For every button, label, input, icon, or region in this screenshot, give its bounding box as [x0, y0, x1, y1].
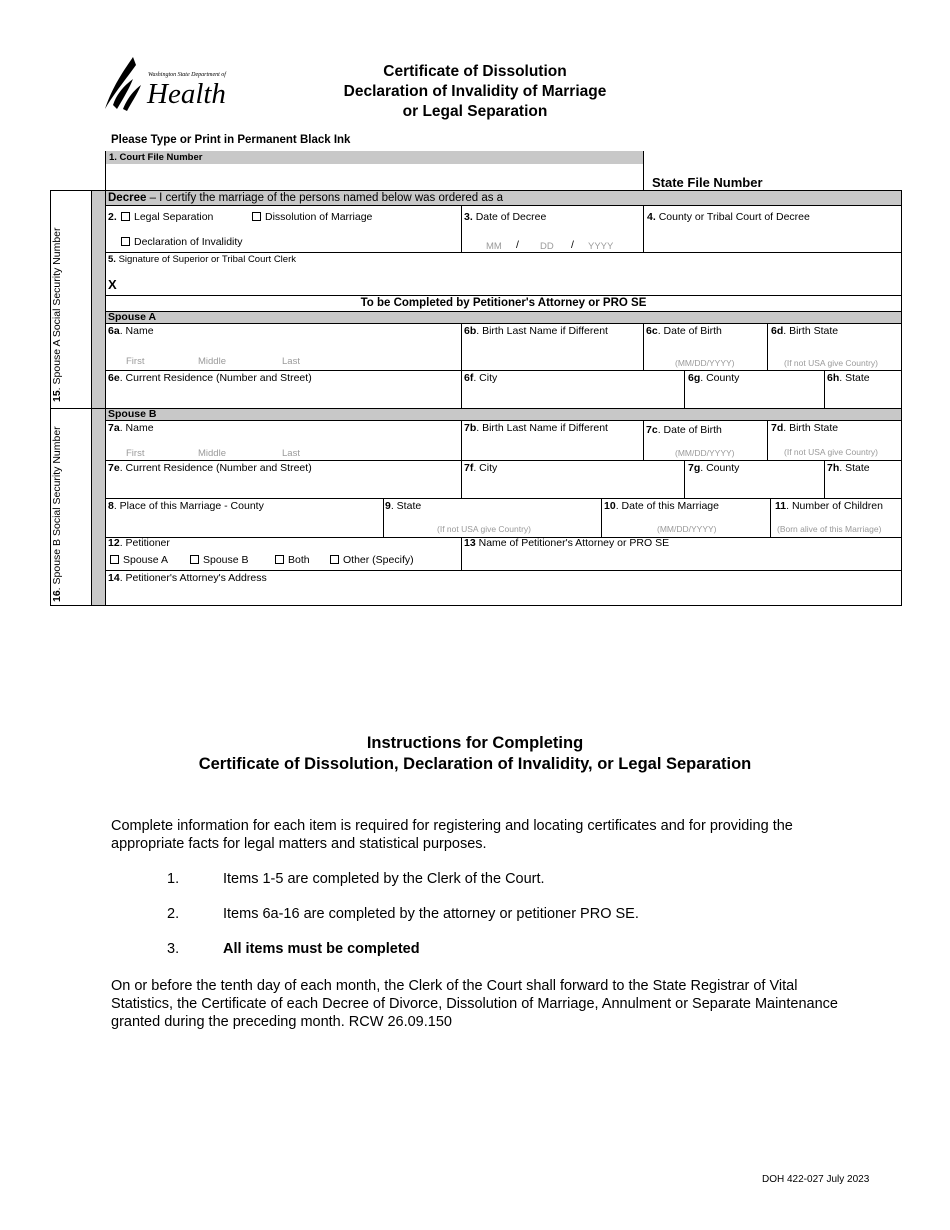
- spouse-b-county-label: 7g. County: [688, 462, 740, 474]
- spouse-a-birth-last-name-input[interactable]: [462, 338, 643, 369]
- date-dd-placeholder: DD: [540, 241, 554, 252]
- spouse-b-dob-label: 7c. Date of Birth: [646, 424, 722, 436]
- spouse-b-city-label: 7f. City: [464, 462, 498, 474]
- date-slash-1: /: [516, 239, 519, 251]
- spouse-a-dob-label: 6c. Date of Birth: [646, 325, 722, 337]
- spouse-a-city-input[interactable]: [462, 384, 684, 408]
- spouse-b-birth-state-label: 7d. Birth State: [771, 422, 839, 434]
- title-line-2: Declaration of Invalidity of Marriage: [343, 83, 607, 100]
- spouse-b-residence-label: 7e. Current Residence (Number and Street): [108, 462, 312, 474]
- spouse-a-birth-state-placeholder: (If not USA give Country): [784, 358, 879, 368]
- marriage-county-input[interactable]: [106, 512, 383, 536]
- legal-separation-checkbox[interactable]: [121, 212, 130, 221]
- date-mm-placeholder: MM: [486, 241, 502, 252]
- petitioner-banner: To be Completed by Petitioner's Attorney or PRO SE: [360, 297, 647, 309]
- instruction-3-number: 3.: [167, 941, 180, 957]
- signature-x-mark: X: [108, 277, 117, 292]
- spouse-b-state-label: 7h. State: [827, 462, 870, 474]
- petitioner-label: 12. Petitioner: [108, 537, 170, 549]
- spouse-a-dob-placeholder: (MM/DD/YYYY): [675, 358, 735, 368]
- spouse-b-county-input[interactable]: [685, 474, 824, 498]
- first-placeholder: First: [126, 356, 145, 367]
- children-count-placeholder: (Born alive of this Marriage): [777, 524, 882, 534]
- date-slash-2: /: [571, 239, 574, 251]
- attorney-address-label: 14. Petitioner's Attorney's Address: [108, 572, 267, 584]
- petitioner-spouse-a-checkbox[interactable]: [110, 555, 119, 564]
- children-count-label: 11. Number of Children: [775, 500, 883, 512]
- leaf-logo-icon: [103, 55, 149, 113]
- marriage-county-label: 8. Place of this Marriage - County: [108, 500, 264, 512]
- middle-placeholder: Middle: [198, 448, 226, 459]
- spouse-b-birth-last-name-label: 7b. Birth Last Name if Different: [464, 422, 608, 434]
- instruction-2-number: 2.: [167, 906, 180, 922]
- agency-small-text: Washington State Department of: [148, 72, 226, 78]
- spouse-a-county-label: 6g. County: [688, 372, 740, 384]
- marriage-state-placeholder: (If not USA give Country): [437, 524, 532, 534]
- ssn-a-label: 15. Spouse A Social Security Number: [51, 227, 63, 402]
- instructions-intro: Complete information for each item is required for registering and locating certificates and for providing the appropriate facts for legal matters and statistical purposes.: [111, 818, 793, 852]
- spouse-a-header: Spouse A: [108, 311, 157, 323]
- invalidity-option[interactable]: Declaration of Invalidity: [121, 236, 243, 248]
- spouse-b-residence-input[interactable]: [106, 474, 461, 498]
- petitioner-other-option[interactable]: Other (Specify): [330, 554, 414, 566]
- date-of-decree-label: 3. Date of Decree: [464, 211, 547, 223]
- spouse-a-state-input[interactable]: [825, 384, 901, 408]
- decree-header: Decree – I certify the marriage of the persons named below was ordered as a: [108, 192, 504, 204]
- form-title: [300, 62, 650, 122]
- spouse-a-city-label: 6f. City: [464, 372, 498, 384]
- instructions-title-1: Instructions for Completing: [366, 734, 584, 752]
- spouse-a-birth-last-name-label: 6b. Birth Last Name if Different: [464, 325, 608, 337]
- middle-placeholder: Middle: [198, 356, 226, 367]
- spouse-b-dob-placeholder: (MM/DD/YYYY): [675, 448, 735, 458]
- title-line-3: or Legal Separation: [402, 103, 548, 120]
- clerk-signature-label: 5. Signature of Superior or Tribal Court Clerk: [108, 254, 296, 265]
- ssn-b-label: 16. Spouse B Social Security Number: [51, 426, 63, 602]
- first-placeholder: First: [126, 448, 145, 459]
- spouse-a-name-label: 6a. Name: [108, 325, 154, 337]
- spouse-a-residence-label: 6e. Current Residence (Number and Street): [108, 372, 312, 384]
- spouse-b-name-label: 7a. Name: [108, 422, 154, 434]
- spouse-a-state-label: 6h. State: [827, 372, 870, 384]
- dissolution-checkbox[interactable]: [252, 212, 261, 221]
- spouse-a-birth-state-label: 6d. Birth State: [771, 325, 839, 337]
- last-placeholder: Last: [282, 356, 300, 367]
- attorney-name-label: 13 Name of Petitioner's Attorney or PRO SE: [464, 537, 670, 549]
- title-line-1: Certificate of Dissolution: [383, 63, 567, 80]
- spouse-b-header: Spouse B: [108, 408, 157, 420]
- doh-logo: [103, 55, 233, 113]
- instruction-3-text: All items must be completed: [223, 941, 420, 957]
- petitioner-spouse-b-option[interactable]: Spouse B: [190, 554, 249, 566]
- instructions-title-2: Certificate of Dissolution, Declaration of Invalidity, or Legal Separation: [198, 755, 752, 773]
- spouse-b-city-input[interactable]: [462, 474, 684, 498]
- ink-note: Please Type or Print in Permanent Black Ink: [111, 134, 351, 146]
- instruction-2-text: Items 6a-16 are completed by the attorney or petitioner PRO SE.: [223, 906, 639, 922]
- legal-separation-option[interactable]: Legal Separation: [121, 211, 213, 223]
- county-court-label: 4. County or Tribal Court of Decree: [647, 211, 810, 223]
- state-file-number-input[interactable]: [644, 151, 901, 173]
- state-file-label: State File Number: [652, 175, 763, 190]
- instruction-1-text: Items 1-5 are completed by the Clerk of the Court.: [223, 871, 545, 887]
- agency-big-text: Health: [147, 78, 226, 110]
- spouse-a-residence-input[interactable]: [106, 384, 461, 408]
- form-id-footer: DOH 422-027 July 2023: [762, 1174, 870, 1185]
- petitioner-both-checkbox[interactable]: [275, 555, 284, 564]
- instruction-1-number: 1.: [167, 871, 180, 887]
- date-yyyy-placeholder: YYYY: [588, 241, 614, 252]
- marriage-date-placeholder: (MM/DD/YYYY): [657, 524, 717, 534]
- attorney-name-input[interactable]: [462, 550, 901, 569]
- petitioner-spouse-b-checkbox[interactable]: [190, 555, 199, 564]
- decree-type-label: 2.: [108, 211, 117, 223]
- last-placeholder: Last: [282, 448, 300, 459]
- petitioner-spouse-a-option[interactable]: Spouse A: [110, 554, 168, 566]
- marriage-state-label: 9. State: [385, 500, 422, 512]
- court-file-label: 1. Court File Number: [109, 152, 203, 163]
- petitioner-other-checkbox[interactable]: [330, 555, 339, 564]
- spouse-b-birth-state-placeholder: (If not USA give Country): [784, 447, 879, 457]
- dissolution-option[interactable]: Dissolution of Marriage: [252, 211, 372, 223]
- marriage-date-label: 10. Date of this Marriage: [604, 500, 719, 512]
- instructions-closing: On or before the tenth day of each month, the Clerk of the Court shall forward to the State Registrar of Vital Statistics, the Certificate of each Decree of Divorce, Dissolution of Marriage, Annulment or Separate Maintenance granted during the preceding month. RCW 26.09.150: [111, 978, 838, 1030]
- spouse-a-county-input[interactable]: [685, 384, 824, 408]
- county-court-input[interactable]: [644, 224, 901, 251]
- spouse-b-birth-last-name-input[interactable]: [462, 434, 643, 459]
- attorney-address-input[interactable]: [106, 584, 901, 605]
- court-file-number-input[interactable]: [106, 165, 643, 190]
- invalidity-checkbox[interactable]: [121, 237, 130, 246]
- spouse-b-state-input[interactable]: [825, 474, 901, 498]
- petitioner-both-option[interactable]: Both: [275, 554, 310, 566]
- clerk-signature-input[interactable]: [122, 266, 901, 294]
